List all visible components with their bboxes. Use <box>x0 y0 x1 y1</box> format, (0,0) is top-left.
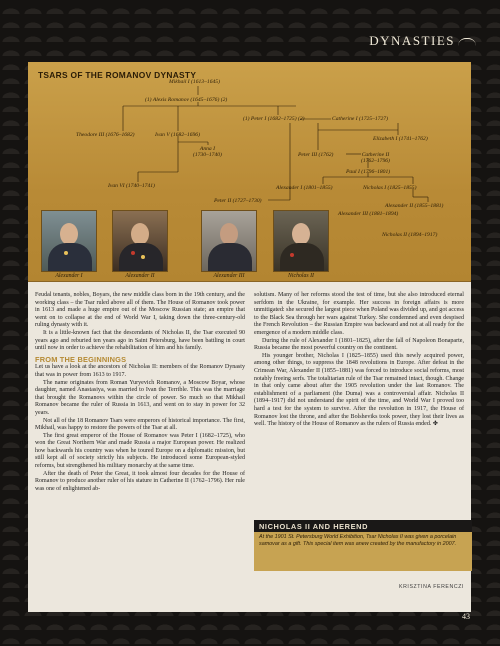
family-tree-panel <box>28 62 471 282</box>
node-paul-i: Paul I (1796–1801) <box>346 169 391 175</box>
paragraph: The first great emperor of the House of Romanov was Peter I (1682–1725), who won the Great Northern War and made Russia a major European power. He realized how backwards his country was when he toured Europe on a diplomatic mission, but still kept all of society strictly his subjects. He introduced some European-styled reforms, but strengthened his military monarchy at the same time. <box>35 432 245 470</box>
portrait-row <box>28 210 471 282</box>
paragraph: Let us have a look at the ancestors of Nicholas II: members of the Romanov Dynasty that was in power from 1613 to 1917. <box>35 364 245 378</box>
paragraph: During the rule of Alexander I (1801–1825), after the fall of Napoleon Bonaparte, Russia became the most powerful country on the continent. <box>254 337 464 352</box>
sidebar-caption-box <box>254 520 472 571</box>
portrait-caption: Nicholas II <box>288 273 314 279</box>
header <box>0 0 500 62</box>
portrait-alexander-i <box>41 210 97 272</box>
node-alexander-i: Alexander I (1801–1855) <box>276 185 333 191</box>
paragraph: His younger brother, Nicholas I (1825–1855) used this newly acquired power, among other things, to suppress the 1848 revolutions in Europe. After defeat in the Crimean War, Alexander II (1855–1881) was forced to introduce social reforms, most notably freeing serfs. The totalitarian rule of the Tsar remained intact, though. Change in that only came about after the 1905 revolution under the last Romanov. The establishment of a parliament (the Duma) was a controversial affair. Nicholas II (1894–1917) did not understand the spirit of the time, and World War I proved too hard a test for the system to survive. After the revolution in 1917, the House of Romanov lost the throne, and after the Bolsheviks took power, they lost their lives as well. The history of the House of Romanov as the rulers of Russia ended. ✤ <box>254 352 464 428</box>
node-mikhail-i: Mikhail I (1613–1645) <box>169 79 220 85</box>
node-anna-i: Anna I (1730–1740) <box>193 146 222 159</box>
node-peter-iii: Peter III (1762) <box>298 152 334 158</box>
caption-title: NICHOLAS II AND HEREND <box>254 520 472 532</box>
paragraph: Not all of the 18 Romanov Tsars were emperors of historical importance. The first, Mikhail, was happy to restore the powers of the Tsar at all. <box>35 417 245 432</box>
article-column-left <box>35 292 245 493</box>
node-ivan-v: Ivan V (1682–1696) <box>155 132 200 138</box>
node-alexis-romanov: (1) Alexis Romanov (1645–1676) (2) <box>145 97 228 103</box>
paragraph: After the death of Peter the Great, it took almost four decades for the House of Romanov to produce another ruler of his stature in Catherine II (1762–1796). Her rule was one of enlightened ab- <box>35 470 245 492</box>
author-credit: KRISZTINA FERENCZI <box>399 584 464 590</box>
node-elizabeth-i: Elizabeth I (1741–1762) <box>373 136 428 142</box>
node-ivan-vi: Ivan VI (1740–1741) <box>108 183 155 189</box>
caption-text: At the 1901 St. Petersburg World Exhibition, Tsar Nicholas II was given a porcelain samovar as a gift. This special item was anew created by the manufactory in 2007. <box>259 534 457 547</box>
node-peter-i: (1) Peter I (1682–1725) (2) <box>243 116 305 122</box>
paragraph: solutism. Many of her reforms stood the test of time, but she also introduced eternal serfdom in the Ukraine, for example. Her success in foreign affairs is more unmitigated: she secured the largest piece when Poland was divided up, and got access to the Black Sea through her wars against Turkey. She condemned and even despised the French Revolution – the Russian Empire was backward and not at all ready for the emergence of a modern middle class. <box>254 292 464 336</box>
portrait-alexander-iii <box>201 210 257 272</box>
paragraph: It is a little-known fact that the descendants of Nicholas II, the Tsar executed 90 years ago and reburied ten years ago in Saint Petersburg, have been battling in court until now in order to achieve the rehabilitation of him and his family. <box>35 329 245 352</box>
node-alexander-ii: Alexander II (1855–1881) <box>385 203 444 209</box>
node-catherine-i: Catherine I (1725–1727) <box>332 116 388 122</box>
subheading: FROM THE BEGINNINGS <box>35 354 127 364</box>
paragraph: Feudal tenants, nobles, Boyars, the new middle class born in the 19th century, and the working class – the Tsar ruled above all of them. The House of Romanov took power in 1613 and made a huge empire out of the Moscow Russian state; an empire that went on to collapse at the end of World War I, taking down the three-century-old ruling dynasty with it. <box>35 292 245 329</box>
tree-title: TSARS OF THE ROMANOV DYNASTY <box>38 70 197 80</box>
node-peter-ii: Peter II (1727–1730) <box>214 198 262 204</box>
article-column-right <box>254 292 464 429</box>
portrait-caption: Alexander III <box>213 273 245 279</box>
node-nicholas-ii: Nicholas II (1894–1917) <box>382 232 438 238</box>
portrait-nicholas-ii <box>273 210 329 272</box>
node-theodore-iii: Theodore III (1676–1682) <box>76 132 135 138</box>
node-nicholas-i: Nicholas I (1825–1855) <box>363 185 417 191</box>
portrait-alexander-ii <box>112 210 168 272</box>
page-number: 43 <box>462 612 470 621</box>
node-catherine-ii: Catherine II (1762–1796) <box>361 152 390 165</box>
swirl-ornament-icon <box>458 38 476 46</box>
portrait-caption: Alexander I <box>55 273 83 279</box>
portrait-caption: Alexander II <box>125 273 155 279</box>
section-label: DYNASTIES <box>369 33 476 49</box>
node-alexander-iii: Alexander III (1881–1894) <box>338 211 399 217</box>
end-of-article-icon: ✤ <box>432 421 438 428</box>
paragraph: The name originates from Roman Yuryevich Romanov, a Moscow Boyar, whose daughter, named Anastasiya, was married to Ivan the Terrible. This was the marriage that brought the Romanovs within the circle of power. So much so that Mikhail Romanov became the ruler of Russia in 1613, and went on to stay in power for 32 years. <box>35 379 245 416</box>
